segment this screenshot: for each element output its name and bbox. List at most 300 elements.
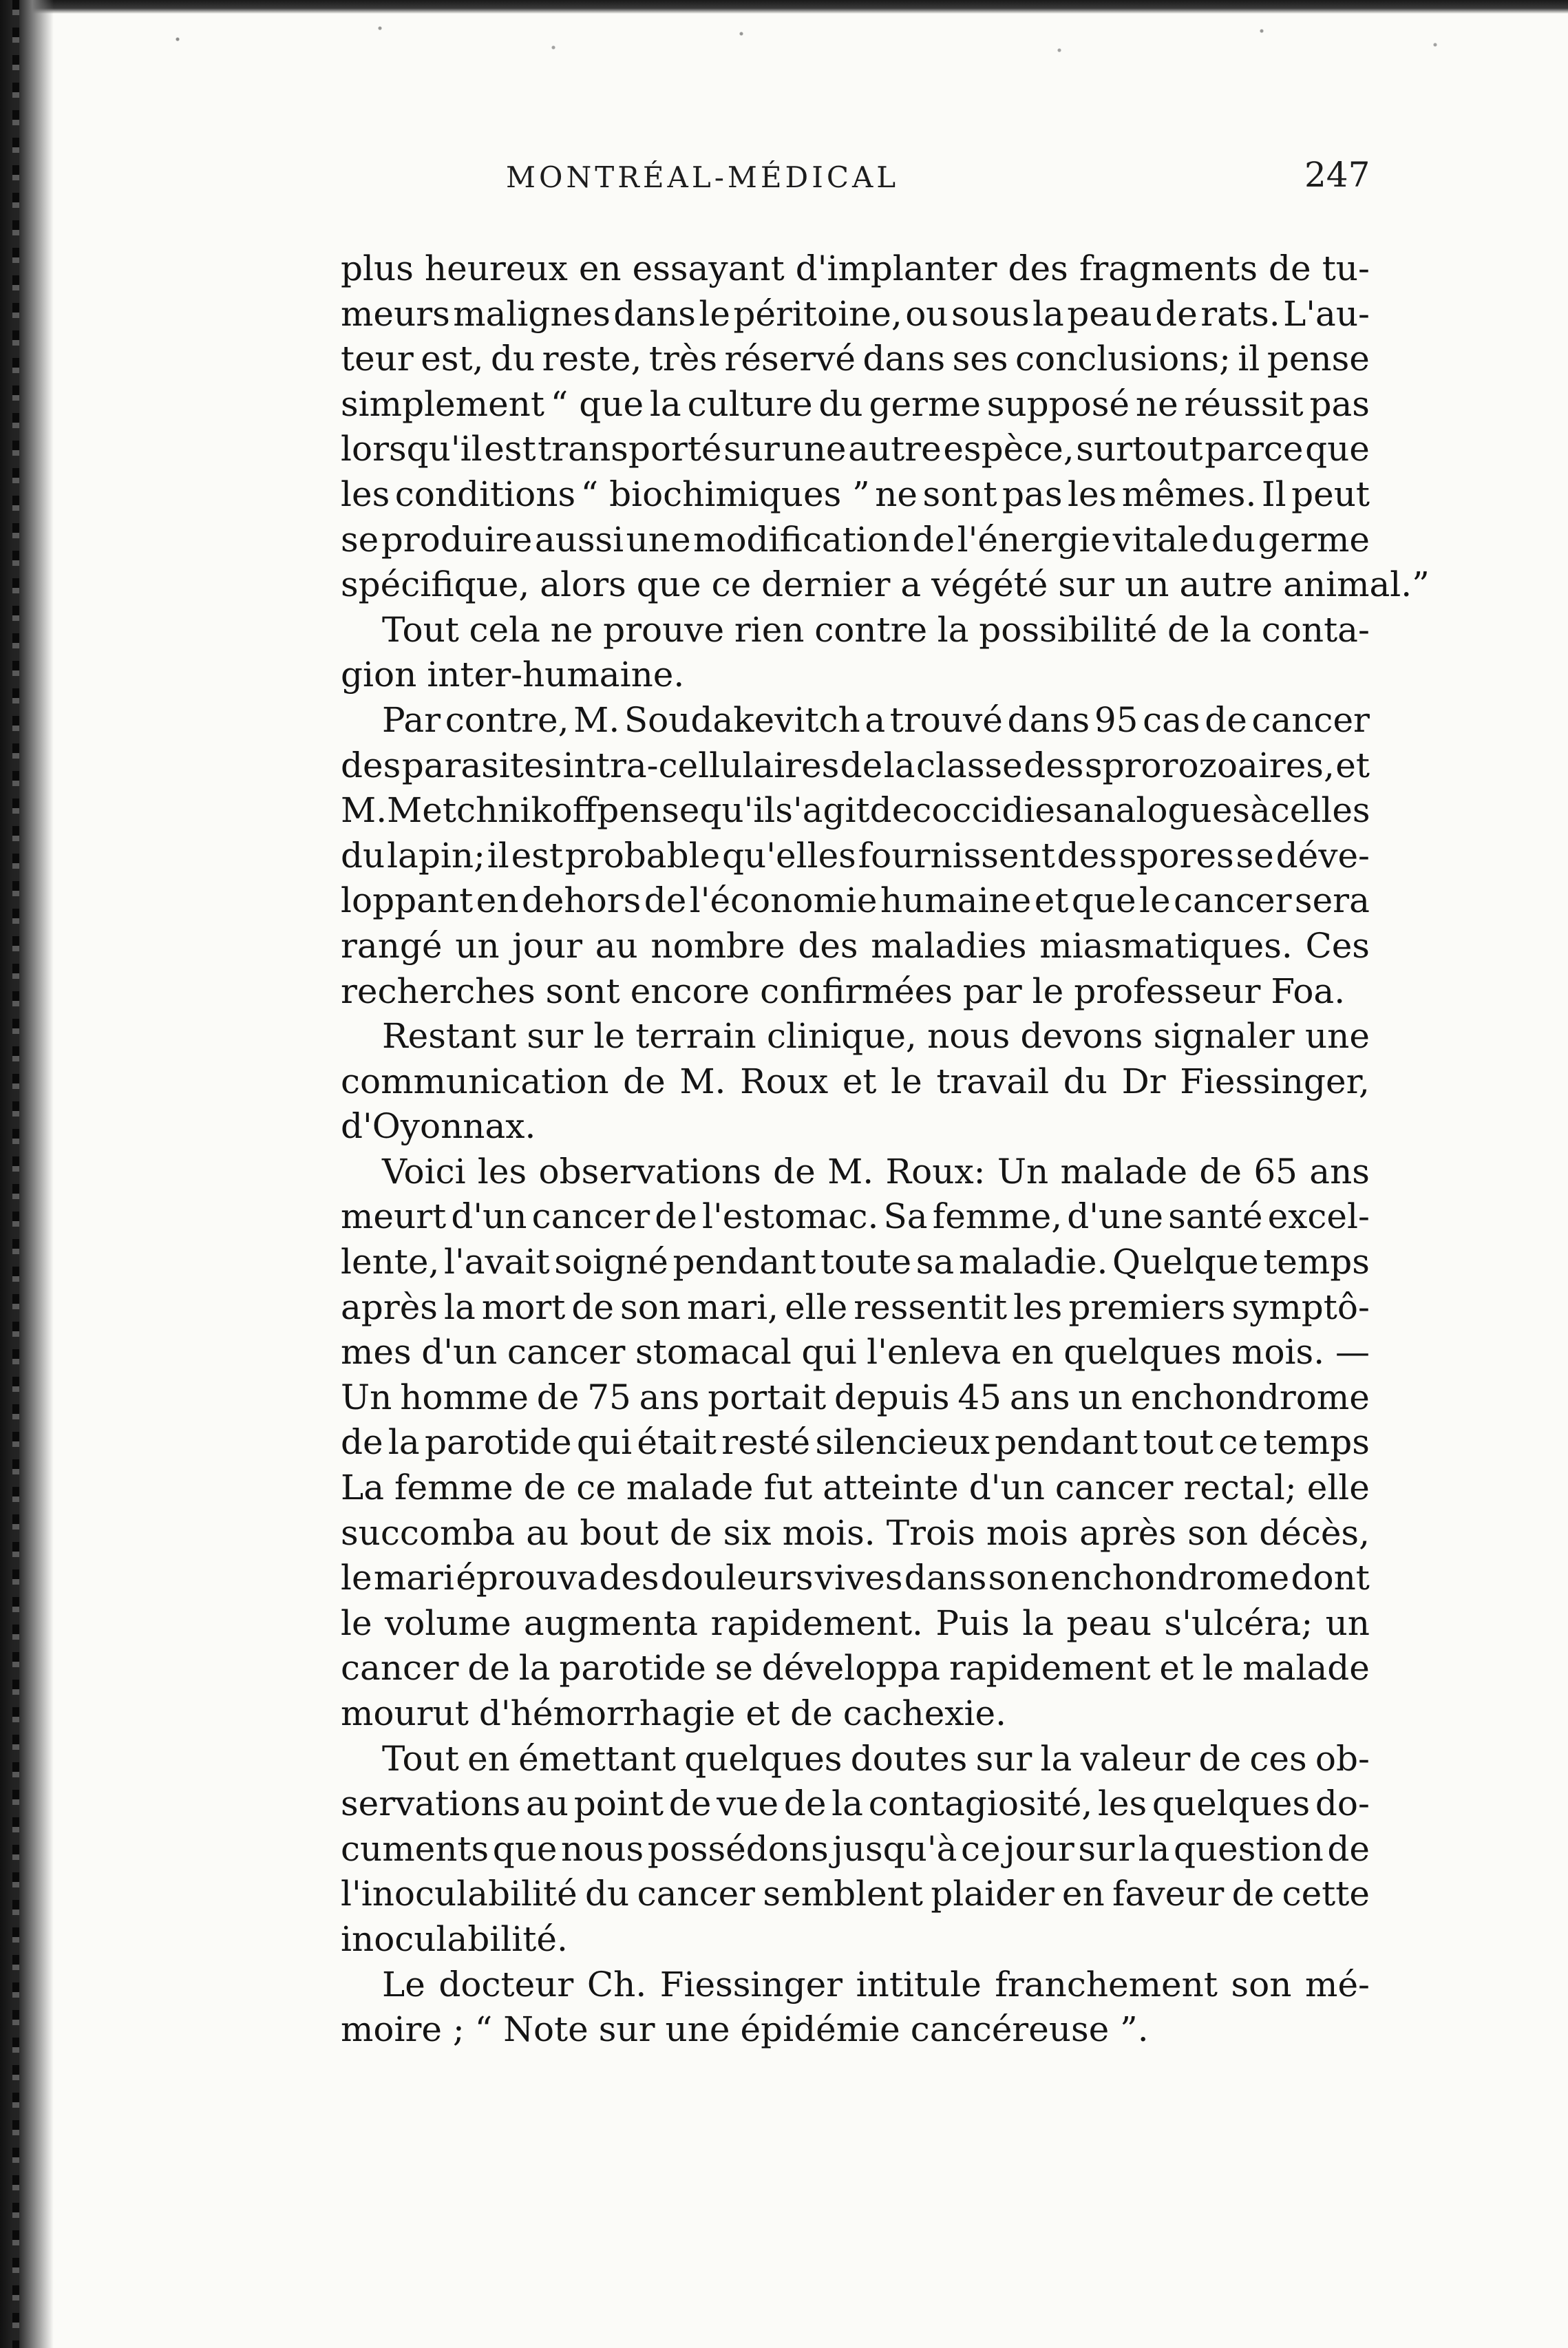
text-line (341, 1781, 1370, 1827)
word: six (723, 1512, 772, 1553)
text-line (341, 427, 1370, 472)
word: vue (717, 1784, 779, 1824)
word: d'Oyonnax. (341, 1106, 536, 1147)
word: la (1138, 1828, 1170, 1869)
word: rapidement (949, 1648, 1151, 1689)
word: de (1167, 609, 1210, 650)
word: depuis (834, 1377, 950, 1417)
word: M. (827, 1151, 874, 1192)
text-line (341, 337, 1370, 382)
text-line (341, 1691, 1370, 1737)
word: malignes (453, 293, 611, 334)
word: succomba (341, 1512, 516, 1553)
word: de (1199, 1151, 1242, 1192)
word: cancer (1174, 880, 1292, 921)
word: après (341, 1287, 438, 1327)
word: reste, (542, 339, 642, 379)
word: s'ulcéra; (1164, 1603, 1313, 1643)
word: peau (1067, 293, 1152, 334)
word: sprorozoaires, (1084, 745, 1335, 785)
word: do- (1315, 1784, 1370, 1824)
word: “ biochimiques ” (580, 474, 870, 514)
word: rectal; (1183, 1468, 1297, 1508)
word: Sa (883, 1196, 928, 1237)
word: de (668, 1784, 712, 1824)
text-line (341, 246, 1370, 292)
word: mois (986, 1512, 1068, 1553)
word: “ Note (474, 2009, 589, 2050)
word: maladie. (958, 1242, 1108, 1282)
text-line (341, 653, 1370, 698)
word: sur (975, 1738, 1032, 1779)
word: mois. (782, 1512, 876, 1553)
word: le (341, 1558, 372, 1598)
word: est (484, 429, 536, 469)
word: péritoine, (733, 293, 902, 334)
word: se (714, 1648, 753, 1689)
word: humaine (880, 880, 1032, 921)
word: réservé (724, 339, 856, 379)
word: Voici (382, 1151, 466, 1192)
word: de (790, 1693, 833, 1733)
word: Tout (382, 609, 459, 650)
word: de (655, 1196, 697, 1237)
text-line (341, 1511, 1370, 1556)
word: de (1327, 1828, 1370, 1869)
word: gion (341, 655, 417, 695)
word: ses (952, 339, 1008, 379)
word: la (649, 383, 681, 424)
word: tu- (1322, 248, 1370, 288)
word: pendant (672, 1242, 816, 1282)
text-line (341, 1963, 1370, 2008)
word: du (818, 383, 863, 424)
word: rapidement. (710, 1603, 923, 1643)
word: dehors (521, 880, 642, 921)
word: rien (734, 609, 805, 650)
word: et (842, 1061, 877, 1101)
word: la (444, 1287, 476, 1327)
word: des (1008, 248, 1068, 288)
word: intitule (856, 1964, 982, 2005)
word: terrain (635, 1016, 756, 1057)
word: M. (573, 699, 620, 740)
word: de (669, 1512, 712, 1553)
word: mari (373, 1558, 454, 1598)
word: que (492, 1828, 558, 1869)
word: devons (1020, 1016, 1143, 1057)
word: l'enleva (867, 1332, 1002, 1373)
word: décès, (1259, 1512, 1370, 1553)
word: pense (1267, 339, 1370, 379)
word: santé (1168, 1196, 1263, 1237)
word: sont (922, 474, 997, 514)
word: cancer (1055, 1468, 1174, 1508)
word: une (1304, 1016, 1370, 1057)
word: moire ; (341, 2009, 465, 2050)
word: sur (1078, 1828, 1135, 1869)
word: de (783, 1784, 827, 1824)
word: soigné (554, 1242, 668, 1282)
word: heureux (424, 248, 568, 288)
word: sur (1058, 564, 1115, 605)
word: éprouva (456, 1558, 598, 1598)
word: L'au- (1283, 293, 1370, 334)
word: rangé (341, 925, 443, 966)
word: une (626, 519, 691, 560)
word: enchondrome (1050, 1558, 1290, 1598)
running-head (0, 155, 1568, 196)
word: femme (394, 1468, 513, 1508)
word: la (1032, 293, 1064, 334)
word: servations (341, 1784, 521, 1824)
word: développa (761, 1648, 941, 1689)
word: aussi (534, 519, 624, 560)
word: Par (382, 699, 441, 740)
word: encore (630, 971, 750, 1011)
word: lapin; (387, 835, 485, 876)
word: les (1068, 474, 1117, 514)
word: que (1305, 429, 1370, 469)
word: est (511, 835, 563, 876)
word: pense (597, 790, 700, 831)
word: Foa. (1271, 971, 1346, 1011)
word: 95 (1094, 699, 1138, 740)
word: l'économie (689, 880, 878, 921)
word: et (1034, 880, 1069, 921)
word: Ch. (586, 1964, 647, 2005)
word: la (883, 745, 915, 785)
text-line (341, 1827, 1370, 1872)
scan-top-edge (0, 0, 1568, 14)
scan-specks (62, 17, 1507, 72)
word: valeur (1080, 1738, 1191, 1779)
word: son (1187, 1512, 1249, 1553)
word: de (571, 1287, 614, 1327)
word: sont (545, 971, 620, 1011)
word: portait (708, 1377, 827, 1417)
word: malade (626, 1468, 754, 1508)
word: le (1139, 880, 1171, 921)
word: La (341, 1468, 385, 1508)
text-line (341, 608, 1370, 653)
word: recherches (341, 971, 536, 1011)
word: contagiosité, (868, 1784, 1093, 1824)
word: Il (1261, 474, 1286, 514)
word: de (912, 519, 955, 560)
word: Un (997, 1151, 1049, 1192)
word: par (962, 971, 1022, 1011)
text-line (341, 1872, 1370, 1917)
word: autre (848, 429, 942, 469)
word: que (1071, 880, 1136, 921)
word: le (891, 1061, 922, 1101)
word: de (341, 1422, 383, 1463)
word: de (536, 1377, 580, 1417)
word: M. (341, 790, 388, 831)
word: nous (561, 1828, 644, 1869)
word: l'énergie (957, 519, 1111, 560)
word: de (773, 1151, 816, 1192)
word: inoculabilité. (341, 1918, 568, 1959)
word: elle (1306, 1468, 1370, 1508)
word: sera (1294, 880, 1370, 921)
word: conditions (394, 474, 576, 514)
word: Roux (740, 1061, 829, 1101)
word: la (1040, 1738, 1072, 1779)
word: intra-cellulaires (562, 745, 840, 785)
text-line (341, 1375, 1370, 1421)
word: le (1032, 971, 1064, 1011)
word: de (840, 745, 883, 785)
word: Restant (382, 1016, 517, 1057)
word: Tout (382, 1738, 459, 1779)
word: ce (576, 1468, 616, 1508)
text-line (341, 1194, 1370, 1240)
word: en (1061, 1874, 1105, 1914)
word: de (623, 1061, 666, 1101)
word: supposé (986, 383, 1130, 424)
word: du (341, 835, 385, 876)
word: augmenta (523, 1603, 699, 1643)
word: ans (1009, 1377, 1070, 1417)
word: classe (916, 745, 1023, 785)
word: plus (341, 248, 414, 288)
word: possibilité (979, 609, 1158, 650)
word: l'avait (443, 1242, 550, 1282)
word: quelques (1152, 1784, 1311, 1824)
word: dont (1291, 1558, 1370, 1598)
word: “ que (550, 383, 644, 424)
word: sa (915, 1242, 955, 1282)
word: conta- (1261, 609, 1370, 650)
word: de (644, 880, 687, 921)
word: signaler (1153, 1016, 1295, 1057)
word: ce (960, 1828, 1001, 1869)
word: les (1097, 1784, 1147, 1824)
word: atteinte (823, 1468, 959, 1508)
text-line (341, 1240, 1370, 1285)
word: Trois (886, 1512, 975, 1553)
word: à (1249, 790, 1271, 831)
word: semblent (763, 1874, 923, 1914)
word: spécifique, (341, 564, 530, 605)
text-line (341, 1420, 1370, 1466)
word: des (1057, 835, 1117, 876)
word: de (1205, 699, 1247, 740)
word: observations (538, 1151, 761, 1192)
word: un (1325, 1603, 1370, 1643)
word: volume (384, 1603, 511, 1643)
text-line (341, 924, 1370, 969)
word: mort (481, 1287, 566, 1327)
word: la (1022, 1603, 1055, 1643)
word: une (665, 2009, 730, 2050)
word: conclusions; (1015, 339, 1231, 379)
word: de (523, 1468, 566, 1508)
word: germe (1258, 519, 1370, 560)
word: Roux: (885, 1151, 986, 1192)
word: un (1125, 564, 1169, 605)
word: il (1238, 339, 1260, 379)
text-line (341, 1014, 1370, 1059)
word: sur (723, 429, 780, 469)
word: ce (711, 564, 752, 605)
word: très (648, 339, 718, 379)
word: parce (1205, 429, 1304, 469)
word: la (937, 609, 969, 650)
word: d'implanter (795, 248, 997, 288)
word: mêmes. (1121, 474, 1257, 514)
text-line (341, 518, 1370, 563)
word: ressentit (854, 1287, 1008, 1327)
word: a (865, 699, 886, 740)
word: de (869, 790, 913, 831)
word: malade (1242, 1648, 1370, 1689)
word: ob- (1315, 1738, 1370, 1779)
word: son (988, 1558, 1049, 1598)
text-line (341, 2007, 1370, 2053)
word: peau (1066, 1603, 1152, 1643)
word: la (1220, 609, 1252, 650)
word: culture (687, 383, 813, 424)
word: de (1269, 248, 1311, 288)
word: du (1211, 519, 1256, 560)
text-line (341, 1466, 1370, 1511)
word: inter-humaine. (427, 655, 685, 695)
word: 45 (957, 1377, 1002, 1417)
page-number: 247 (1304, 155, 1370, 195)
word: germe (869, 383, 981, 424)
word: de (1155, 293, 1198, 334)
word: Puis (935, 1603, 1010, 1643)
word: essayant (632, 248, 785, 288)
word: en (578, 248, 622, 288)
scan-binding-edge (0, 0, 54, 2348)
text-line (341, 1737, 1370, 1782)
word: peut (1291, 474, 1370, 514)
word: se (1236, 835, 1274, 876)
word: cancer (531, 1196, 650, 1237)
word: qui (801, 1332, 857, 1373)
word: au (525, 1784, 569, 1824)
word: contre (814, 609, 928, 650)
word: 65 (1253, 1151, 1297, 1192)
word: pendant (995, 1422, 1138, 1463)
word: d'hémorrhagie (478, 1693, 736, 1733)
word: docteur (438, 1964, 574, 2005)
text-line (341, 562, 1430, 608)
word: et (1159, 1648, 1194, 1689)
word: resté (721, 1422, 811, 1463)
word: qu'il (699, 790, 776, 831)
word: cancer (507, 1332, 626, 1373)
word: Dr (1121, 1061, 1166, 1101)
word: fragments (1079, 248, 1258, 288)
word: sur (598, 2009, 655, 2050)
word: nous (927, 1016, 1010, 1057)
word: toute (820, 1242, 912, 1282)
word: Fiessinger (659, 1964, 843, 2005)
word: maladies (871, 925, 1027, 966)
word: cancer (637, 1874, 756, 1914)
word: un (455, 925, 500, 966)
word: dans (862, 339, 946, 379)
text-line (341, 1917, 1370, 1963)
word: prouve (603, 609, 725, 650)
word: miasmatiques. (1039, 925, 1293, 966)
word: en (467, 1738, 510, 1779)
word: sous (951, 293, 1030, 334)
text-line (341, 1601, 1370, 1647)
word: simplement (341, 383, 544, 424)
word: premiers (1068, 1287, 1226, 1327)
word: l'estomac. (702, 1196, 879, 1237)
word: les (341, 474, 390, 514)
journal-title: MONTRÉAL-MÉDICAL (506, 160, 900, 194)
word: jusqu'à (832, 1828, 957, 1869)
word: la (831, 1784, 863, 1824)
word: douleurs (660, 1558, 814, 1598)
word: ou (905, 293, 949, 334)
word: de (1198, 1738, 1242, 1779)
word: cancéreuse ”. (910, 2009, 1149, 2050)
word: qui (576, 1422, 633, 1463)
word: femme, (932, 1196, 1063, 1237)
text-line (341, 1059, 1370, 1105)
word: les (477, 1151, 527, 1192)
word: jour (512, 925, 583, 966)
word: rats. (1200, 293, 1280, 334)
word: spores (1119, 835, 1234, 876)
word: fournissent (858, 835, 1055, 876)
word: parotide (559, 1648, 706, 1689)
text-line (341, 1285, 1370, 1331)
word: faveur (1112, 1874, 1225, 1914)
word: temps (1263, 1422, 1370, 1463)
word: jour (1004, 1828, 1074, 1869)
word: la (388, 1422, 420, 1463)
word: d'une (1067, 1196, 1163, 1237)
word: doutes (850, 1738, 968, 1779)
word: son (620, 1287, 681, 1327)
word: 75 (587, 1377, 631, 1417)
word: professeur (1074, 971, 1261, 1011)
word: Le (382, 1964, 425, 2005)
word: lorsqu'il (341, 429, 483, 469)
word: cela (469, 609, 540, 650)
word: sur (527, 1016, 584, 1057)
word: probable (564, 835, 721, 876)
word: loppant (341, 880, 474, 921)
word: le (341, 1603, 372, 1643)
word: tout (1143, 1422, 1214, 1463)
word: meurt (341, 1196, 447, 1237)
word: enchondrome (1130, 1377, 1370, 1417)
word: bout (580, 1512, 659, 1553)
word: surtout (1076, 429, 1203, 469)
word: que (636, 564, 701, 605)
word: ans (1309, 1151, 1370, 1192)
word: point (573, 1784, 664, 1824)
word: teur (341, 339, 414, 379)
text-line (341, 1556, 1370, 1601)
word: une (781, 429, 847, 469)
word: pas (1002, 474, 1063, 514)
word: Un (341, 1377, 392, 1417)
word: ce (1218, 1422, 1258, 1463)
word: est, (421, 339, 484, 379)
